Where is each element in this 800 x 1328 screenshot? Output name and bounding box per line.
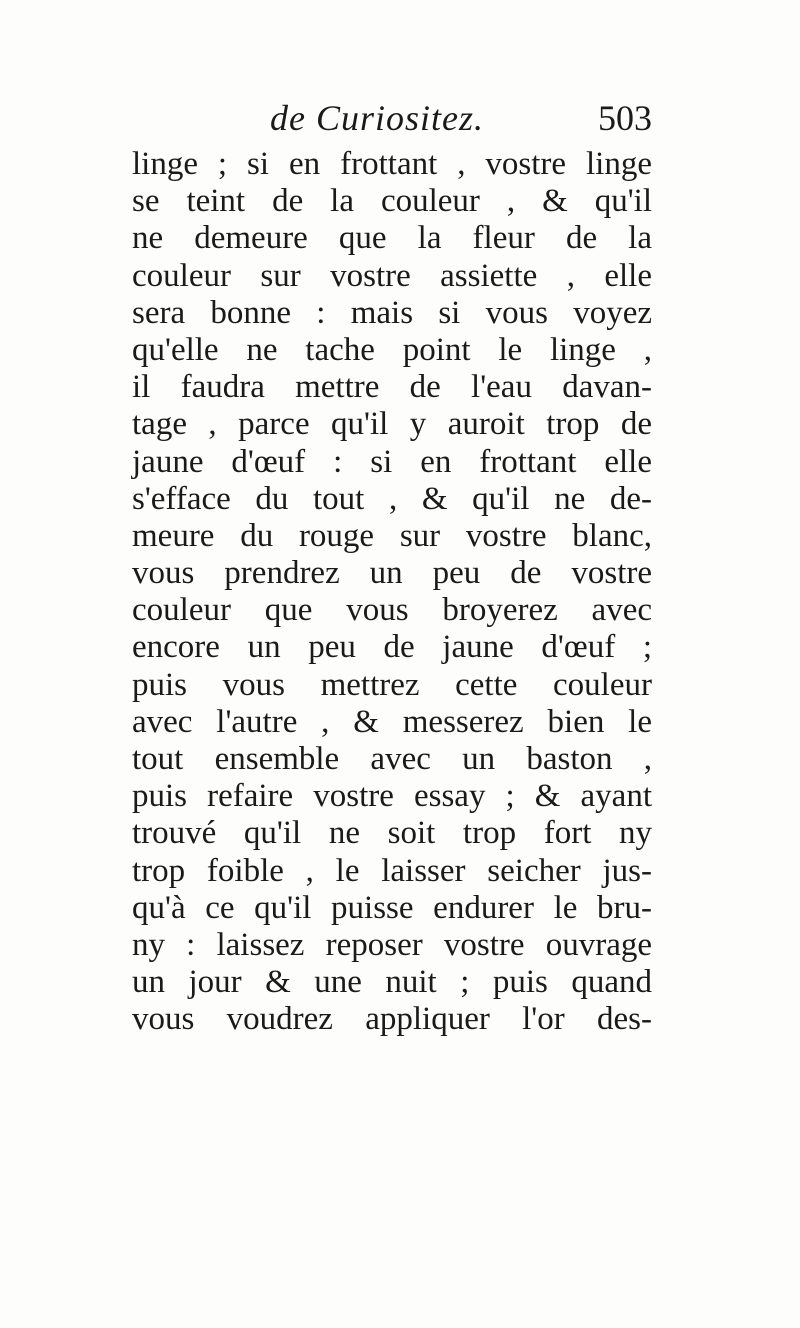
text-line: il faudra mettre de l'eau davan- [132,369,652,406]
text-line: tage , parce qu'il y auroit trop de [132,406,652,443]
text-line: puis refaire vostre essay ; & ayant [132,778,652,815]
text-line: un jour & une nuit ; puis quand [132,964,652,1001]
text-line: vous voudrez appliquer l'or des- [132,1001,652,1038]
text-line: vous prendrez un peu de vostre [132,555,652,592]
page-number: 503 [598,98,652,138]
text-line: jaune d'œuf : si en frottant elle [132,443,652,480]
text-line: puis vous mettrez cette couleur [132,666,652,703]
text-line: trouvé qu'il ne soit trop fort ny [132,815,652,852]
text-line: ne demeure que la fleur de la [132,220,652,257]
text-line: tout ensemble avec un baston , [132,741,652,777]
text-line: encore un peu de jaune d'œuf ; [132,629,652,666]
text-line: se teint de la couleur , & qu'il [132,183,652,220]
text-line: meure du rouge sur vostre blanc, [132,517,652,554]
text-line: trop foible , le laisser seicher jus- [132,852,652,889]
body-text [132,146,652,1039]
text-line: sera bonne : mais si vous voyez [132,294,652,331]
text-line: qu'elle ne tache point le linge , [132,331,652,368]
running-title: de Curiositez. [270,98,485,138]
text-line: couleur que vous broyerez avec [132,592,652,629]
text-line: ny : laissez reposer vostre ouvrage [132,926,652,963]
running-head [270,96,652,146]
text-line: qu'à ce qu'il puisse endurer le bru- [132,889,652,926]
text-line: avec l'autre , & messerez bien le [132,703,652,740]
text-line: linge ; si en frottant , vostre linge [132,146,652,182]
text-line: s'efface du tout , & qu'il ne de- [132,480,652,517]
text-line: couleur sur vostre assiette , elle [132,257,652,294]
